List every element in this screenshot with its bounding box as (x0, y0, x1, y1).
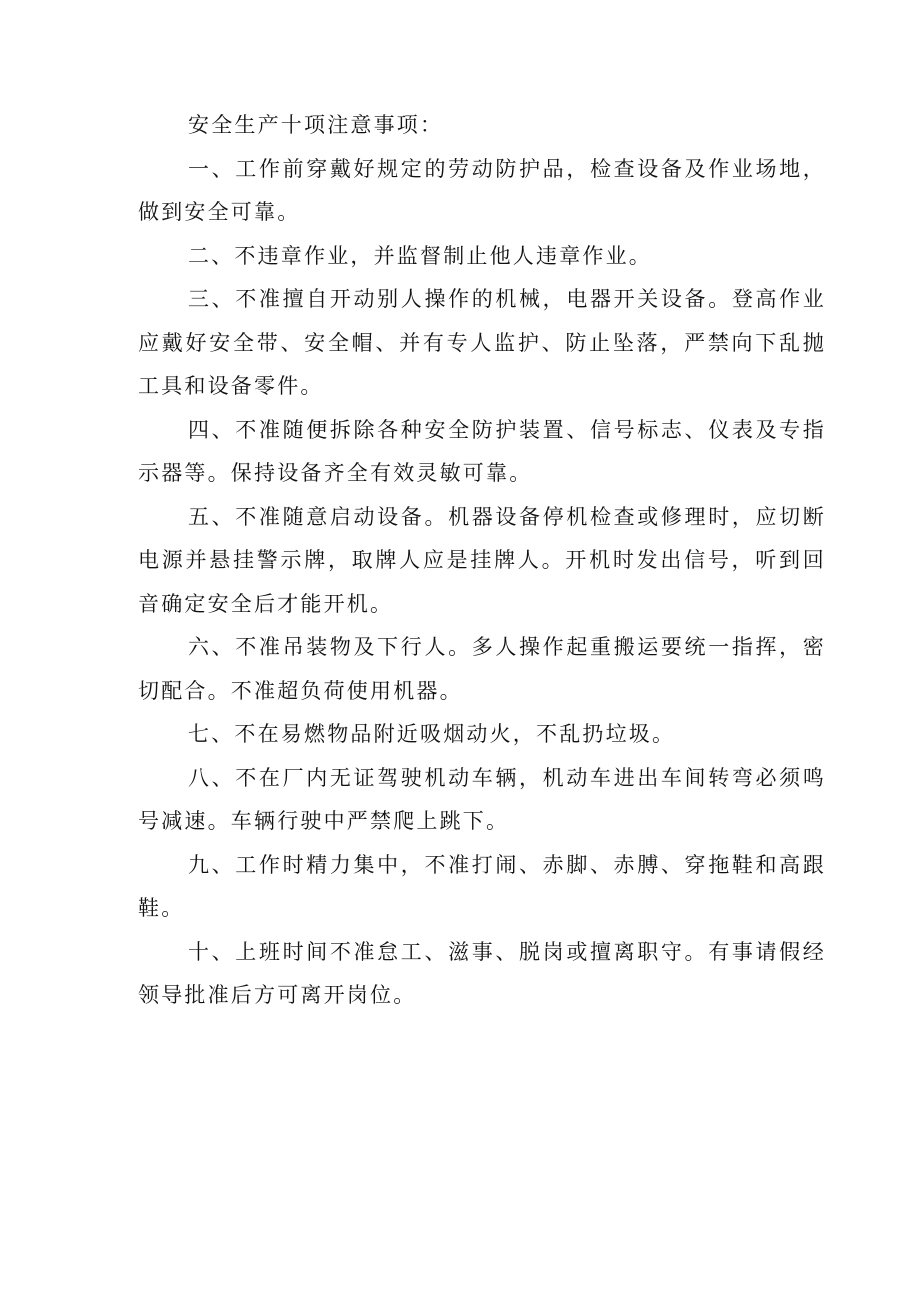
rule-item-10: 十、上班时间不准怠工、滋事、脱岗或擅离职守。有事请假经领导批准后方可离开岗位。 (138, 939, 826, 1007)
rule-item-4: 四、不准随便拆除各种安全防护装置、信号标志、仪表及专指示器等。保持设备齐全有效灵敏可靠。 (138, 417, 826, 485)
rule-item-1: 一、工作前穿戴好规定的劳动防护品，检查设备及作业场地，做到安全可靠。 (138, 156, 826, 224)
document-title: 安全生产十项注意事项： (188, 113, 444, 137)
rule-item-3: 三、不准擅自开动别人操作的机械，电器开关设备。登高作业应戴好安全带、安全帽、并有专人监护、防止坠落，严禁向下乱抛工具和设备零件。 (138, 287, 826, 398)
rule-item-7: 七、不在易燃物品附近吸烟动火，不乱扔垃圾。 (188, 722, 676, 746)
rule-item-6: 六、不准吊装物及下行人。多人操作起重搬运要统一指挥，密切配合。不准超负荷使用机器。 (138, 635, 826, 703)
rule-item-5: 五、不准随意启动设备。机器设备停机检查或修理时，应切断电源并悬挂警示牌，取牌人应是挂牌人。开机时发出信号，听到回音确定安全后才能开机。 (138, 504, 826, 616)
rule-item-9: 九、工作时精力集中，不准打闹、赤脚、赤膊、穿拖鞋和高跟鞋。 (138, 852, 826, 920)
rule-item-2: 二、不违章作业，并监督制止他人违章作业。 (188, 243, 652, 268)
rule-item-8: 八、不在厂内无证驾驶机动车辆，机动车进出车间转弯必须鸣号减速。车辆行驶中严禁爬上跳下。 (138, 765, 826, 833)
document-page (138, 104, 826, 1018)
